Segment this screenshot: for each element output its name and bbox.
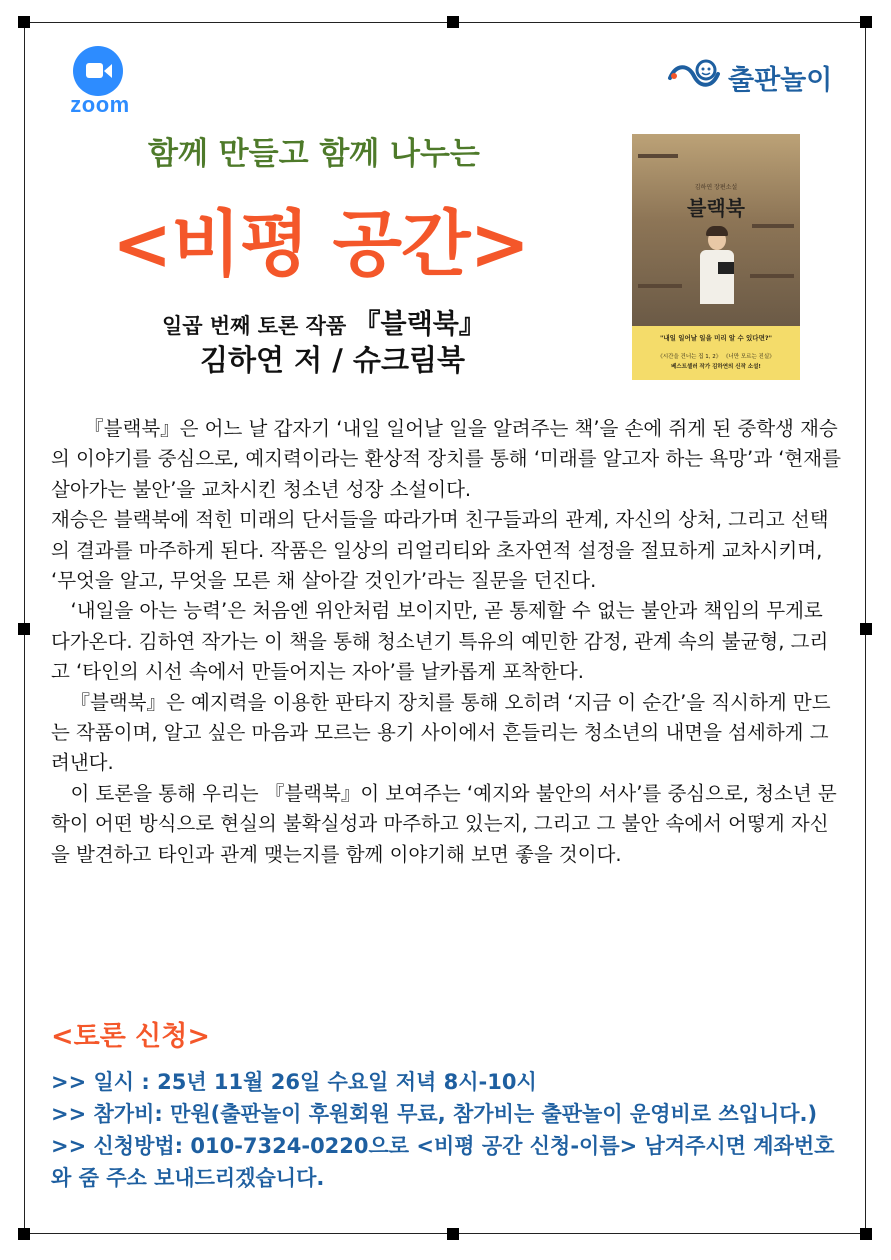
brand-mascot-icon	[666, 56, 724, 96]
cover-series: 김하연 장편소설	[694, 184, 738, 191]
resize-handle-bottom-left[interactable]	[18, 1228, 30, 1240]
resize-handle-bottom-center[interactable]	[447, 1228, 459, 1240]
signup-heading: <토론 신청>	[51, 1021, 210, 1052]
author-publisher: 김하연 저 / 슈크림북	[200, 343, 465, 377]
zoom-wordmark: zoom	[70, 92, 130, 117]
page-subtitle: 함께 만들고 함께 나누는	[148, 136, 480, 172]
cover-title: 블랙북	[687, 196, 745, 220]
cover-illustration	[632, 134, 800, 326]
signup-date: >> 일시 : 25년 11월 26일 수요일 저녁 8시-10시	[51, 1070, 537, 1094]
resize-handle-top-right[interactable]	[860, 16, 872, 28]
description-body	[51, 414, 843, 870]
signup-fee: >> 참가비: 만원(출판놀이 후원회원 무료, 참가비는 출판놀이 운영비로 쓰입니다.)	[51, 1102, 818, 1126]
resize-handle-top-left[interactable]	[18, 16, 30, 28]
paragraph: 이 토론을 통해 우리는 『블랙북』이 보여주는 ‘예지와 불안의 서사’를 중심으로, 청소년 문학이 어떤 방식으로 현실의 불확실성과 마주하고 있는지, 그리고 그 불안 속에서 어떻게 자신을 발견하고 타인과 관계 맺는지를 함께 이야기해 보면 좋을 것이다.	[51, 781, 837, 866]
paragraph: 재승은 블랙북에 적힌 미래의 단서들을 따라가며 친구들과의 관계, 자신의 상처, 그리고 선택의 결과를 마주하게 된다. 작품은 일상의 리얼리티와 초자연적 설정을 절묘하게 교차시키며, ‘무엇을 알고, 무엇을 모른 채 살아갈 것인가’라는 질문을 던진다.	[51, 508, 829, 593]
page-title: <비평 공간>	[112, 202, 529, 286]
work-title: 『블랙북』	[353, 309, 486, 340]
paragraph: ‘내일을 아는 능력’은 처음엔 위안처럼 보이지만, 곧 통제할 수 없는 불안과 책임의 무게로 다가온다. 김하연 작가는 이 책을 통해 청소년기 특유의 예민한 감정, 관계 속의 불균형, 그리고 ‘타인의 시선 속에서 만들어지는 자아’를 날카롭게 포착한다.	[51, 599, 829, 684]
video-camera-icon	[73, 46, 123, 96]
brand-name: 출판놀이	[728, 65, 833, 96]
signup-method: >> 신청방법: 010-7324-0220으로 <비평 공간 신청-이름> 남겨주시면 계좌번호와 줌 주소 보내드리겠습니다.	[51, 1134, 835, 1190]
resize-handle-bottom-right[interactable]	[860, 1228, 872, 1240]
cover-blurb-line: 《시간을 건너는 집 1, 2》 《너만 모르는 진실》	[657, 354, 775, 360]
work-prefix: 일곱 번째 토론 작품	[162, 314, 347, 338]
paragraph: 『블랙북』은 예지력을 이용한 판타지 장치를 통해 오히려 ‘지금 이 순간’을 직시하게 만드는 작품이며, 알고 싶은 마음과 모르는 용기 사이에서 흔들리는 청소년의 내면을 섬세하게 그려낸다.	[51, 690, 831, 775]
resize-handle-middle-right[interactable]	[860, 623, 872, 635]
signup-details	[51, 1066, 843, 1194]
zoom-logo	[58, 46, 142, 116]
resize-handle-middle-left[interactable]	[18, 623, 30, 635]
work-line	[162, 302, 486, 341]
cover-quote: "내일 일어날 일을 미리 알 수 있다면?"	[659, 334, 773, 342]
resize-handle-top-center[interactable]	[447, 16, 459, 28]
book-cover-image	[632, 134, 800, 380]
paragraph: 『블랙북』은 어느 날 갑자기 ‘내일 일어날 일을 알려주는 책’을 손에 쥐게 된 중학생 재승의 이야기를 중심으로, 예지력이라는 환상적 장치를 통해 ‘미래를 알고자 하는 욕망’과 ‘현재를 살아가는 불안’을 교차시킨 청소년 성장 소설이다.	[51, 417, 841, 501]
cover-blurb-line: 베스트셀러 작가 김하연의 신작 소설!	[671, 364, 761, 370]
